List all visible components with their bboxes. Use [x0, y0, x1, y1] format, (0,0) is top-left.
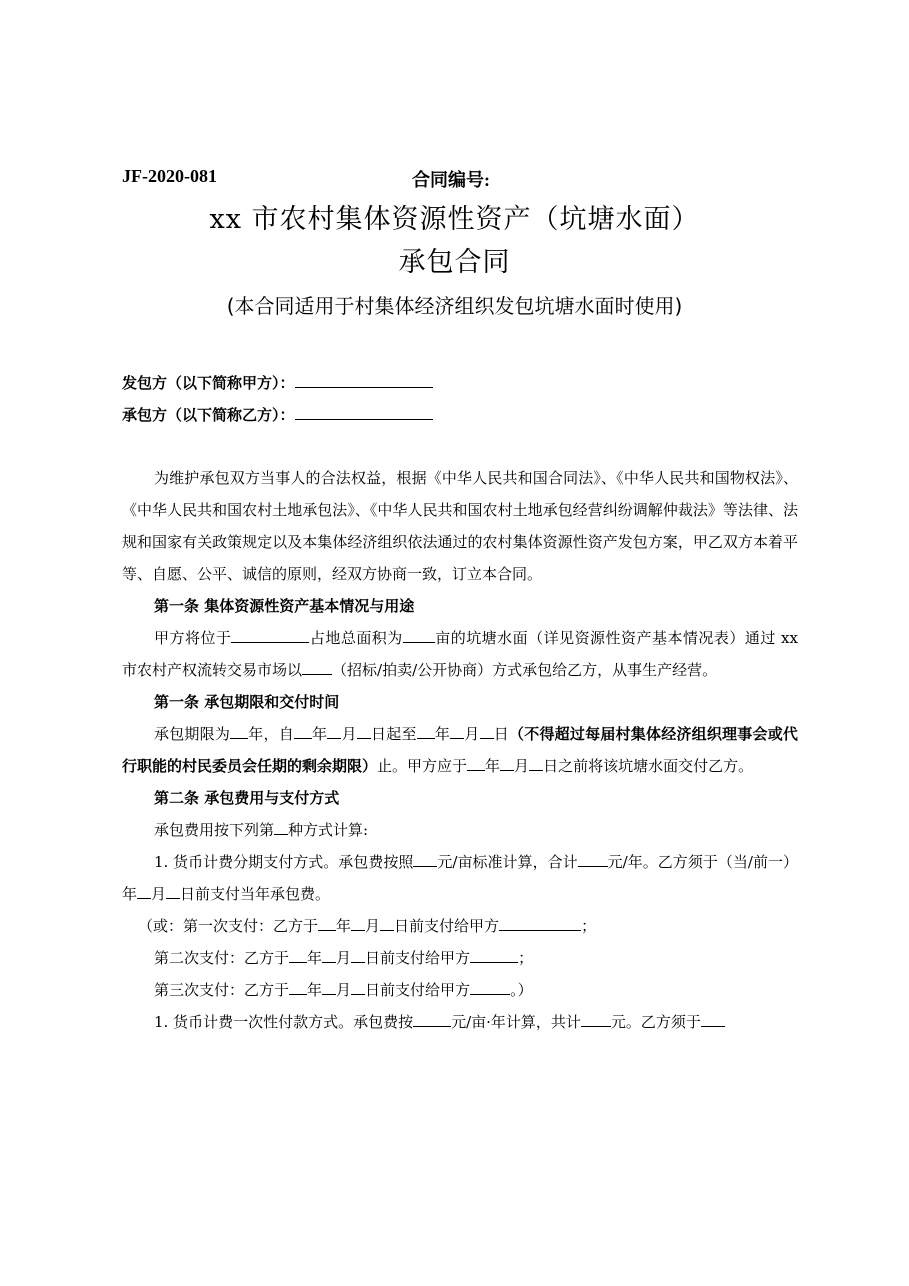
location-blank[interactable]: [231, 628, 309, 643]
title-line2: 承包合同: [398, 247, 511, 278]
delivery-day-blank[interactable]: [529, 756, 543, 771]
party-a-blank[interactable]: [295, 373, 433, 388]
installment3: 第三次支付：乙方于 年 月 日前支付给甲方 。）: [154, 981, 533, 999]
lump-rate-blank[interactable]: [413, 1012, 451, 1027]
article1-text: 甲方将位于 占地总面积为 亩的坑塘水面（详见资源性资产基本情况表）通过 xx 市农村产权流转交易市场以 （招标/拍卖/公开协商）方式承包给乙方，从事生产经营。: [122, 629, 798, 679]
area-blank[interactable]: [403, 628, 435, 643]
preamble: 为维护承包双方当事人的合法权益，根据《中华人民共和国合同法》、《中华人民共和国物权法》、《中华人民共和国农村土地承包法》、《中华人民共和国农村土地承包经营纠纷调解仲裁法》等法律、法规和国家有关政策规定以及本集体经济组织依法通过的农村集体资源性资产发包方案，甲乙双方本着平等、自愿、公平、诚信的原则，经双方协商一致，订立本合同。: [122, 469, 798, 583]
article2-text: 承包期限为 年，自 年 月 日起至 年 月 日（不得超过每届村集体经济组织理事会或代行职能的村民委员会任期的剩余期限）止。甲方应于 年 月 日之前将该坑塘水面交付乙方。: [122, 725, 798, 775]
annual-total-blank[interactable]: [578, 852, 608, 867]
rate-per-mu-blank[interactable]: [413, 852, 437, 867]
lump-deadline-blank[interactable]: [701, 1012, 725, 1027]
document-code: JF-2020-081: [122, 166, 217, 186]
installment2: 第二次支付：乙方于 年 月 日前支付给甲方 ；: [154, 949, 534, 967]
end-year-blank[interactable]: [417, 724, 435, 739]
title-line1: xx 市农村集体资源性资产（坑塘水面）: [209, 204, 700, 235]
contract-body: [122, 462, 798, 1038]
method1-text: 1. 货币计费分期支付方式。承包费按照 元/亩标准计算，合计 元/年。乙方须于（当/前一）年 月 日前支付当年承包费。: [122, 853, 798, 903]
inst1-year-blank[interactable]: [318, 916, 336, 931]
inst2-month-blank[interactable]: [322, 948, 336, 963]
inst3-day-blank[interactable]: [351, 980, 365, 995]
article2-title: 第一条 承包期限和交付时间: [154, 693, 340, 711]
inst2-amount-blank[interactable]: [470, 948, 518, 963]
method2-text: 1. 货币计费一次性付款方式。承包费按 元/亩·年计算，共计 元。乙方须于: [122, 1006, 798, 1038]
article1-title: 第一条 集体资源性资产基本情况与用途: [154, 597, 415, 615]
lump-total-blank[interactable]: [581, 1012, 611, 1027]
article3-intro: 承包费用按下列第 种方式计算:: [154, 821, 369, 839]
inst1-month-blank[interactable]: [351, 916, 365, 931]
inst2-year-blank[interactable]: [289, 948, 307, 963]
party-b-blank[interactable]: [295, 405, 433, 420]
term-limit-note: （不得超过每届村集体经济组织理事会或代行职能的村民委员会任期的剩余期限）: [122, 725, 798, 775]
pay-day-blank[interactable]: [166, 884, 180, 899]
installment1: （或：第一次支付：乙方于 年 月 日前支付给甲方 ；: [138, 917, 597, 935]
article3-title: 第二条 承包费用与支付方式: [154, 789, 340, 807]
party-a-label: 发包方（以下简称甲方）：: [122, 374, 295, 392]
term-years-blank[interactable]: [230, 724, 248, 739]
party-a-row: [122, 372, 433, 393]
method-blank[interactable]: [302, 660, 332, 675]
inst3-amount-blank[interactable]: [470, 980, 510, 995]
end-month-blank[interactable]: [450, 724, 464, 739]
party-b-row: [122, 404, 433, 425]
start-day-blank[interactable]: [357, 724, 371, 739]
inst1-day-blank[interactable]: [380, 916, 394, 931]
method-choice-blank[interactable]: [274, 820, 288, 835]
inst3-year-blank[interactable]: [289, 980, 307, 995]
party-b-label: 承包方（以下简称乙方）：: [122, 406, 295, 424]
delivery-year-blank[interactable]: [467, 756, 485, 771]
contract-number-label: 合同编号:: [412, 170, 490, 190]
pay-month-blank[interactable]: [137, 884, 151, 899]
inst3-month-blank[interactable]: [322, 980, 336, 995]
end-day-blank[interactable]: [480, 724, 494, 739]
delivery-month-blank[interactable]: [500, 756, 514, 771]
start-year-blank[interactable]: [294, 724, 312, 739]
subtitle: (本合同适用于村集体经济组织发包坑塘水面时使用): [226, 294, 683, 318]
inst2-day-blank[interactable]: [351, 948, 365, 963]
start-month-blank[interactable]: [327, 724, 341, 739]
inst1-amount-blank[interactable]: [499, 916, 581, 931]
